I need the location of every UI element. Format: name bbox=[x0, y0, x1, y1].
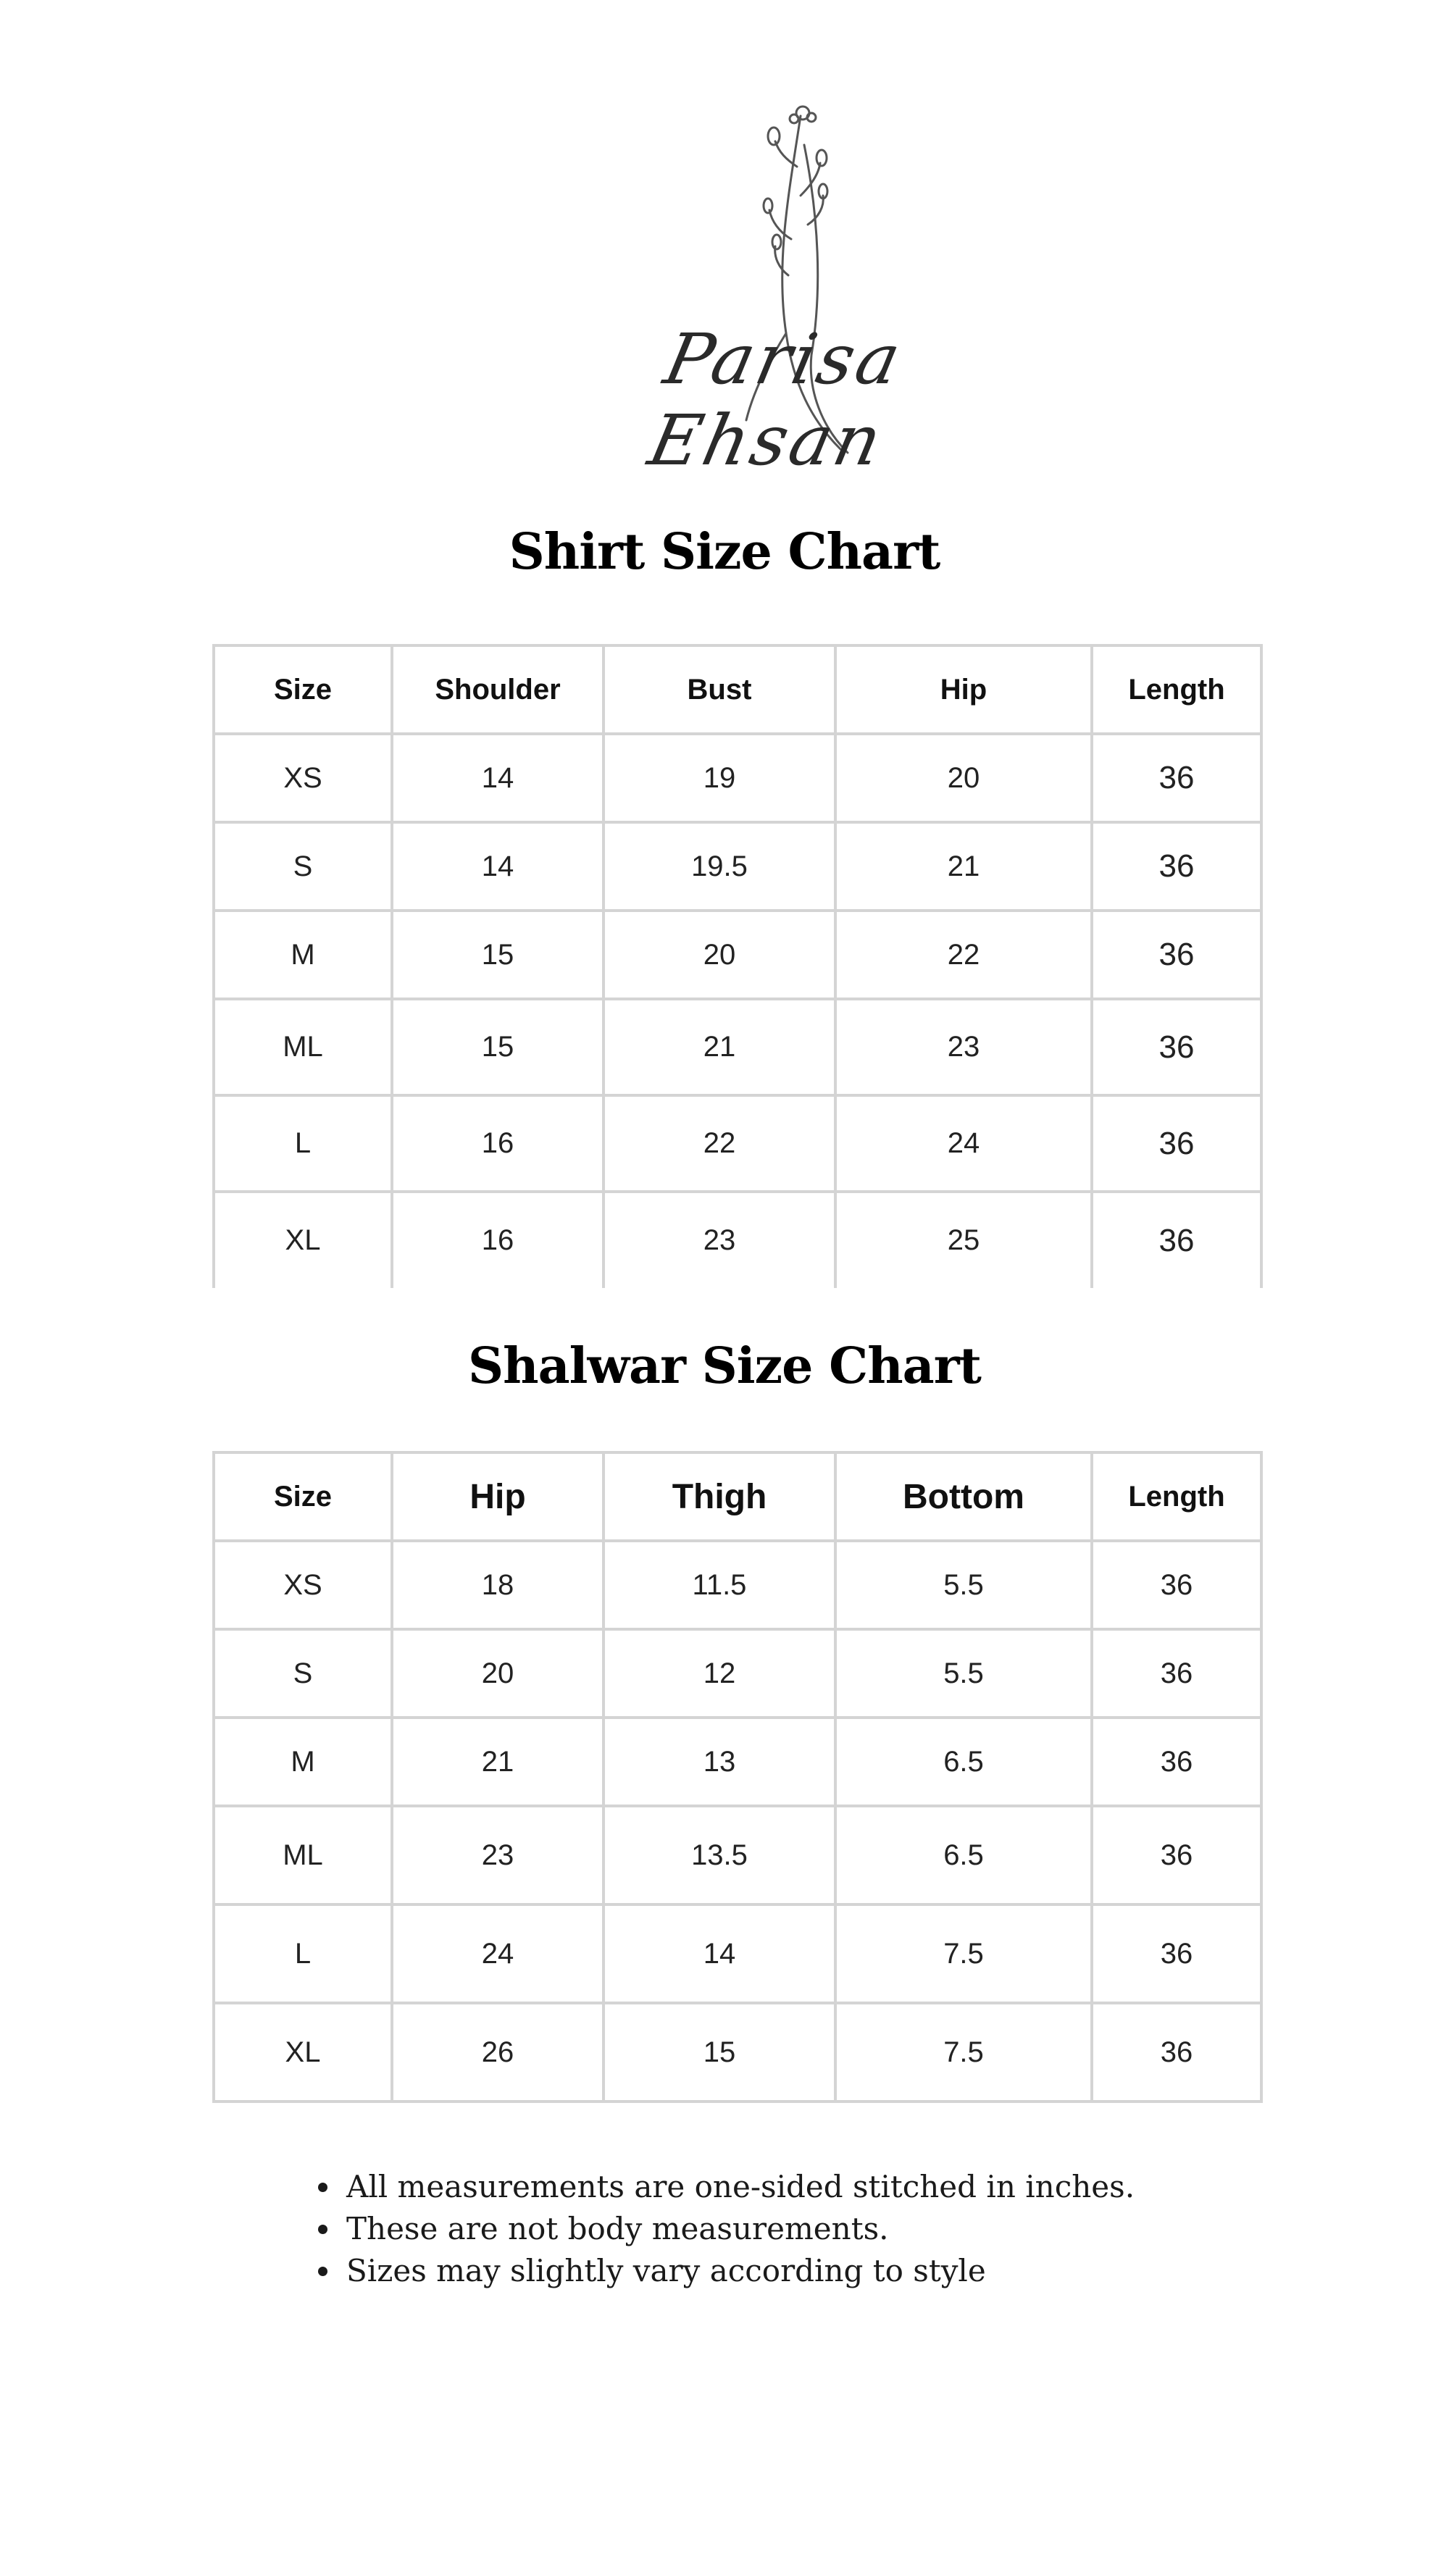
table-row bbox=[214, 1806, 1261, 1904]
table-cell: 20 bbox=[604, 911, 835, 999]
column-header: Length bbox=[1092, 645, 1261, 734]
table-cell: 36 bbox=[1092, 1629, 1261, 1718]
table-cell: XS bbox=[214, 734, 392, 822]
table-cell: 23 bbox=[835, 999, 1092, 1095]
table-cell: 22 bbox=[835, 911, 1092, 999]
table-cell: 36 bbox=[1092, 1718, 1261, 1806]
table-cell: 21 bbox=[604, 999, 835, 1095]
table-cell: 12 bbox=[604, 1629, 835, 1718]
table-cell: 7.5 bbox=[835, 2003, 1092, 2102]
column-header: Hip bbox=[835, 645, 1092, 734]
table-cell: 36 bbox=[1092, 1806, 1261, 1904]
table-cell: 36 bbox=[1092, 734, 1261, 822]
column-header: Shoulder bbox=[392, 645, 604, 734]
table-cell: 25 bbox=[835, 1192, 1092, 1288]
table-cell: 20 bbox=[835, 734, 1092, 822]
note-item: • These are not body measurements. bbox=[342, 2208, 1135, 2250]
shirt-size-table bbox=[212, 644, 1263, 1288]
column-header: Size bbox=[214, 1452, 392, 1541]
table-cell: S bbox=[214, 822, 392, 911]
table-cell: 5.5 bbox=[835, 1541, 1092, 1629]
table-cell: 5.5 bbox=[835, 1629, 1092, 1718]
table-cell: 23 bbox=[604, 1192, 835, 1288]
table-cell: 16 bbox=[392, 1095, 604, 1192]
column-header: Thigh bbox=[604, 1452, 835, 1541]
table-cell: 36 bbox=[1092, 1541, 1261, 1629]
table-cell: 36 bbox=[1092, 1095, 1261, 1192]
shalwar-size-chart-title: Shalwar Size Chart bbox=[468, 1337, 981, 1395]
table-cell: 11.5 bbox=[604, 1541, 835, 1629]
table-row bbox=[214, 1095, 1261, 1192]
table-cell: 24 bbox=[392, 1904, 604, 2003]
table-row bbox=[214, 1541, 1261, 1629]
table-cell: XS bbox=[214, 1541, 392, 1629]
table-cell: M bbox=[214, 911, 392, 999]
column-header: Bust bbox=[604, 645, 835, 734]
table-cell: L bbox=[214, 1904, 392, 2003]
column-header: Length bbox=[1092, 1452, 1261, 1541]
table-cell: 22 bbox=[604, 1095, 835, 1192]
table-cell: 26 bbox=[392, 2003, 604, 2102]
table-cell: 19.5 bbox=[604, 822, 835, 911]
table-row bbox=[214, 1904, 1261, 2003]
table-cell: ML bbox=[214, 999, 392, 1095]
table-header-row bbox=[214, 1452, 1261, 1541]
table-cell: 14 bbox=[604, 1904, 835, 2003]
table-row bbox=[214, 822, 1261, 911]
table-cell: 6.5 bbox=[835, 1718, 1092, 1806]
table-cell: XL bbox=[214, 2003, 392, 2102]
table-cell: 15 bbox=[604, 2003, 835, 2102]
table-cell: 36 bbox=[1092, 911, 1261, 999]
shalwar-size-table bbox=[212, 1451, 1263, 2103]
table-row bbox=[214, 1192, 1261, 1288]
table-cell: M bbox=[214, 1718, 392, 1806]
table-cell: 36 bbox=[1092, 1904, 1261, 2003]
note-item: • Sizes may slightly vary according to style bbox=[342, 2250, 1135, 2292]
table-cell: 23 bbox=[392, 1806, 604, 1904]
table-cell: 7.5 bbox=[835, 1904, 1092, 2003]
table-row bbox=[214, 2003, 1261, 2102]
table-cell: 36 bbox=[1092, 999, 1261, 1095]
table-cell: S bbox=[214, 1629, 392, 1718]
table-cell: 15 bbox=[392, 911, 604, 999]
table-cell: 36 bbox=[1092, 822, 1261, 911]
table-cell: 21 bbox=[392, 1718, 604, 1806]
table-cell: XL bbox=[214, 1192, 392, 1288]
table-cell: ML bbox=[214, 1806, 392, 1904]
table-row bbox=[214, 1629, 1261, 1718]
measurement-notes bbox=[312, 2166, 1135, 2292]
shirt-size-chart-title: Shirt Size Chart bbox=[509, 523, 940, 581]
table-cell: 14 bbox=[392, 822, 604, 911]
table-row bbox=[214, 1718, 1261, 1806]
column-header: Size bbox=[214, 645, 392, 734]
table-cell: 24 bbox=[835, 1095, 1092, 1192]
column-header: Hip bbox=[392, 1452, 604, 1541]
table-cell: 19 bbox=[604, 734, 835, 822]
table-cell: 20 bbox=[392, 1629, 604, 1718]
brand-logo-text: Parisa Ehsan bbox=[642, 319, 911, 481]
table-cell: 21 bbox=[835, 822, 1092, 911]
brand-logo bbox=[536, 101, 1014, 481]
table-row bbox=[214, 734, 1261, 822]
table-cell: 13 bbox=[604, 1718, 835, 1806]
table-cell: 14 bbox=[392, 734, 604, 822]
table-header-row bbox=[214, 645, 1261, 734]
table-cell: 6.5 bbox=[835, 1806, 1092, 1904]
column-header: Bottom bbox=[835, 1452, 1092, 1541]
table-row bbox=[214, 911, 1261, 999]
table-row bbox=[214, 999, 1261, 1095]
table-cell: 36 bbox=[1092, 1192, 1261, 1288]
table-cell: L bbox=[214, 1095, 392, 1192]
table-cell: 16 bbox=[392, 1192, 604, 1288]
table-cell: 36 bbox=[1092, 2003, 1261, 2102]
note-item: • All measurements are one-sided stitched in inches. bbox=[342, 2166, 1135, 2208]
table-cell: 15 bbox=[392, 999, 604, 1095]
table-cell: 13.5 bbox=[604, 1806, 835, 1904]
table-cell: 18 bbox=[392, 1541, 604, 1629]
